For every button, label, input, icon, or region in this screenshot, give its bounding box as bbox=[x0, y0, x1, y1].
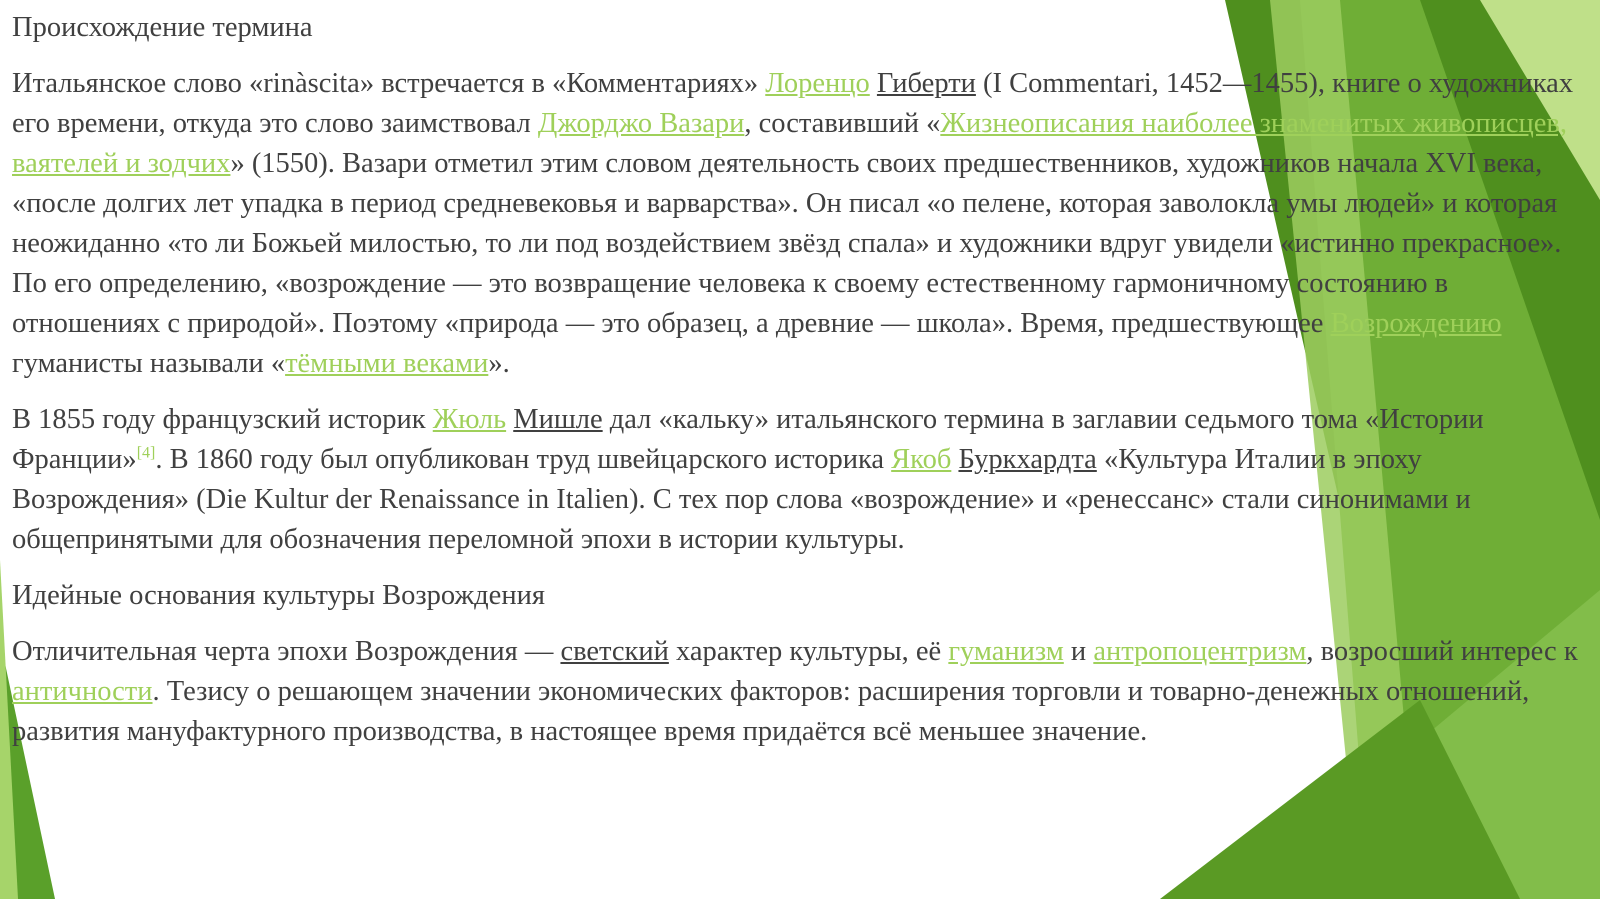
text-span: и bbox=[1063, 636, 1094, 667]
link-dark-ages[interactable]: тёмными веками bbox=[285, 348, 489, 379]
link-jacob[interactable]: Якоб bbox=[891, 444, 952, 475]
text-span: . В 1860 году был опубликован труд швейцарского историка bbox=[155, 444, 892, 475]
footnote-ref[interactable]: [4] bbox=[136, 444, 156, 462]
link-ghiberti[interactable]: Гиберти bbox=[876, 68, 976, 99]
text-span: дал «кальку» итальянского термина в заглавии седьмого тома «Истории Франции» bbox=[12, 404, 1484, 475]
text-span: , возросший интерес к bbox=[1306, 636, 1578, 667]
text-span: » (1550). Вазари отметил этим словом деятельность своих предшественников, художников начала XVI века, «после долгих лет упадка в период средневековья и варварства». Он писал «о пелене, которая заволокла умы людей» и которая неожиданно «то ли Божьей милостью, то ли под воздействием звёзд спала» и художники вдруг увидели «истинно прекрасное». По его определению, «возрождение — это возвращение человека к своему естественному гармоничному состоянию в отношениях с природой». Поэтому «природа — это образец, а древние — школа». Время, предшествующее bbox=[12, 148, 1562, 339]
section-title-term-origin: Происхождение термина bbox=[12, 12, 313, 43]
text-span: . Тезису о решающем значении экономических факторов: расширения торговли и товарно-денежных отношений, развития мануфактурного производства, в настоящее время придаётся всё меньшее значение. bbox=[12, 676, 1530, 747]
link-giorgio-vasari[interactable]: Джорджо Вазари bbox=[537, 108, 745, 139]
text-span: характер культуры, её bbox=[668, 636, 949, 667]
link-humanism[interactable]: гуманизм bbox=[948, 636, 1064, 667]
text-span: ». bbox=[488, 348, 510, 379]
text-span bbox=[870, 68, 877, 99]
link-secular[interactable]: светский bbox=[560, 636, 669, 667]
link-anthropocentrism[interactable]: антропоцентризм bbox=[1093, 636, 1307, 667]
text-span: (I Commentari, 1452—1455), книге о художниках его времени, откуда это слово заимствовал bbox=[12, 68, 1574, 139]
text-span: гуманисты называли « bbox=[12, 348, 286, 379]
link-burckhardt[interactable]: Буркхардта bbox=[958, 444, 1097, 475]
link-renaissance[interactable]: Возрождению bbox=[1330, 308, 1502, 339]
document-body bbox=[12, 8, 1587, 768]
text-span: Отличительная черта эпохи Возрождения — bbox=[12, 636, 561, 667]
text-span: , составивший « bbox=[744, 108, 941, 139]
text-span: Итальянское слово «rinàscita» встречается в «Комментариях» bbox=[12, 68, 766, 99]
link-lives-of-artists[interactable]: Жизнеописания наиболее знаменитых живописцев, ваятелей и зодчих bbox=[12, 108, 1568, 179]
paragraph-michelet bbox=[12, 400, 1587, 560]
link-michelet[interactable]: Мишле bbox=[513, 404, 603, 435]
link-lorenzo[interactable]: Лоренцо bbox=[765, 68, 870, 99]
text-span: В 1855 году французский историк bbox=[12, 404, 433, 435]
paragraph-features bbox=[12, 632, 1587, 752]
section-title-ideas: Идейные основания культуры Возрождения bbox=[12, 580, 545, 611]
paragraph-rinascita bbox=[12, 64, 1587, 384]
link-jules[interactable]: Жюль bbox=[432, 404, 507, 435]
text-span: «Культура Италии в эпоху Возрождения» (Die Kultur der Renaissance in Italien). С тех пор слова «возрождение» и «ренессанс» стали синонимами и общепринятыми для обозначения переломной эпохи в истории культуры. bbox=[12, 444, 1471, 555]
link-antiquity[interactable]: античности bbox=[12, 676, 153, 707]
